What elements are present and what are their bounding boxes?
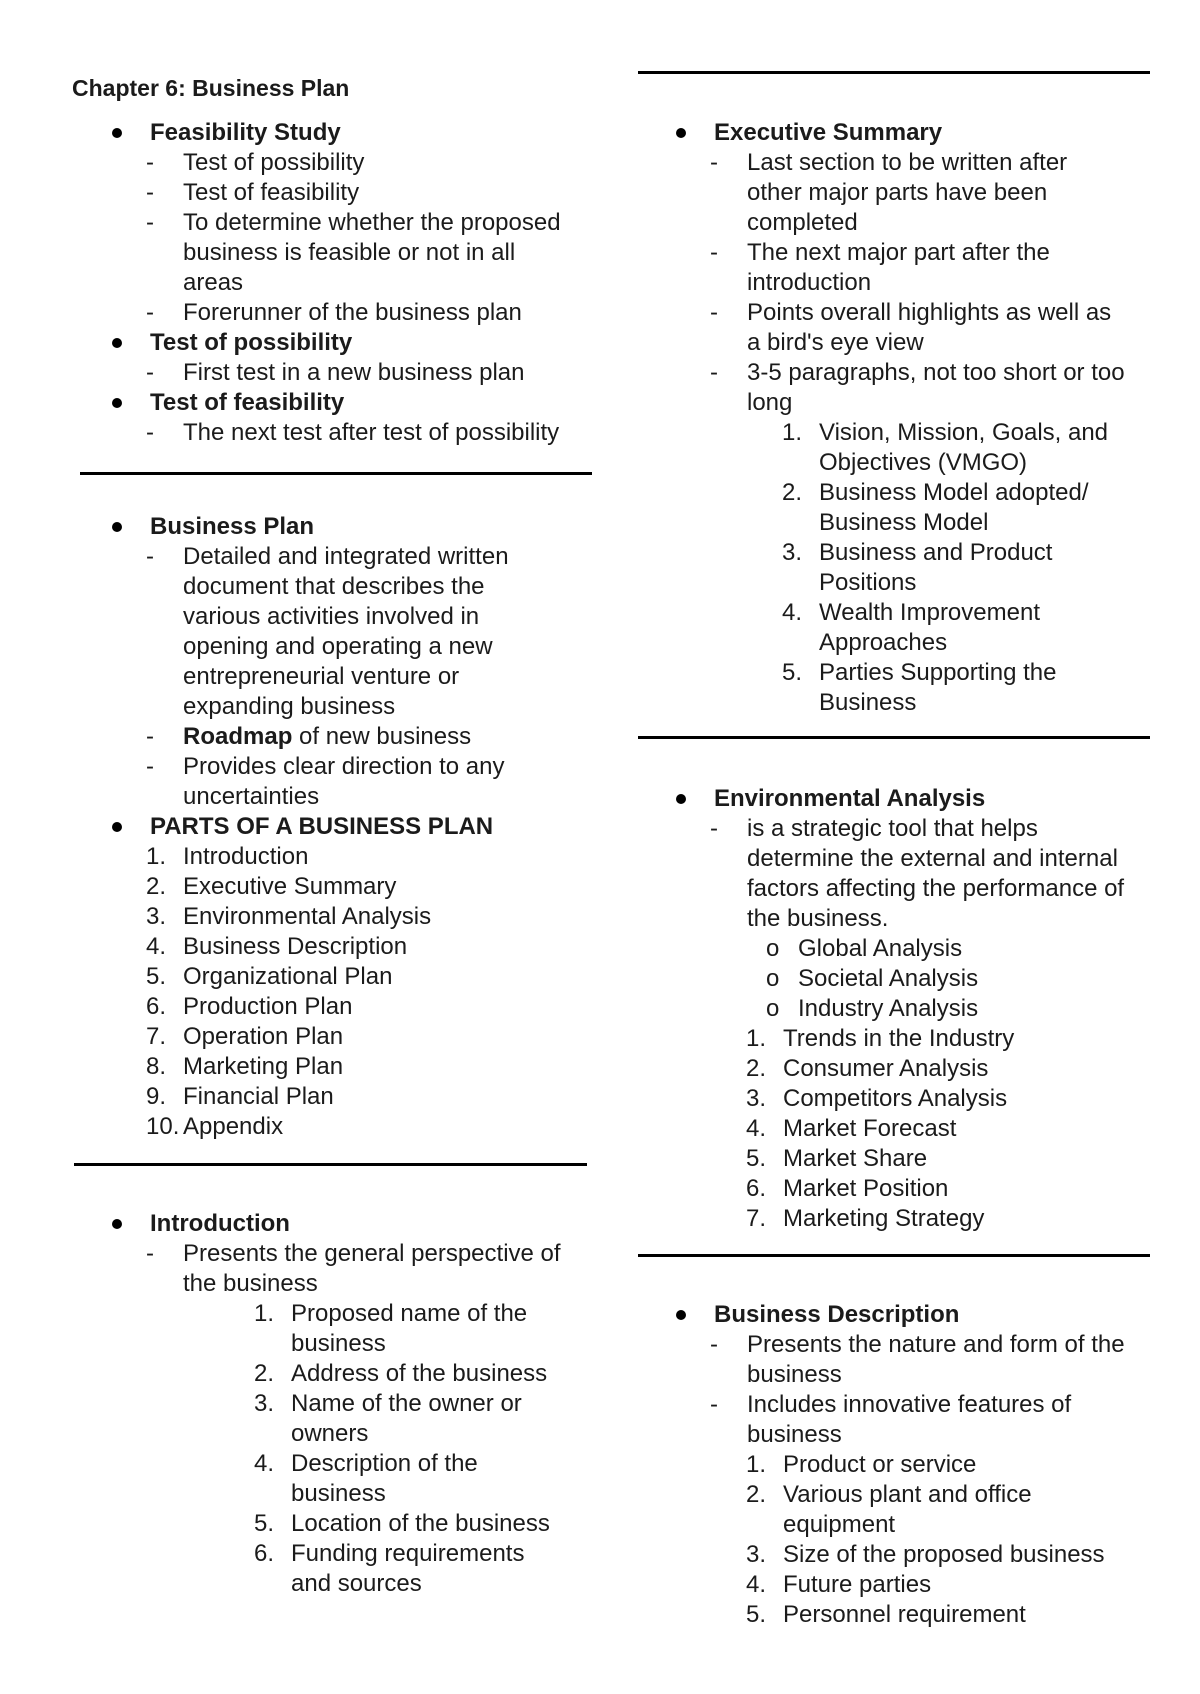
dash-icon: - xyxy=(146,543,154,570)
section-divider xyxy=(638,71,1150,74)
dash-icon: - xyxy=(146,359,154,386)
dash-icon: - xyxy=(710,1391,718,1418)
circle-bullet-icon: o xyxy=(766,995,780,1022)
circle-bullet-icon: o xyxy=(766,935,780,962)
section-divider xyxy=(638,1254,1150,1257)
dash-icon: - xyxy=(146,209,154,236)
dash-icon: - xyxy=(146,299,154,326)
bullet-icon xyxy=(676,1310,686,1320)
roadmap-bold: Roadmap xyxy=(183,723,293,750)
chapter-title: Chapter 6: Business Plan xyxy=(72,75,350,101)
dash-icon: - xyxy=(710,815,718,842)
section-divider xyxy=(638,736,1150,739)
dash-icon: - xyxy=(146,419,154,446)
circle-bullet-icon: o xyxy=(766,965,780,992)
section-divider xyxy=(74,1163,587,1166)
bullet-icon xyxy=(112,338,122,348)
dash-icon: - xyxy=(146,179,154,206)
dash-icon: - xyxy=(710,359,718,386)
bullet-icon xyxy=(112,522,122,532)
bullet-icon xyxy=(676,128,686,138)
section-divider xyxy=(80,472,592,475)
bullet-heading: Feasibility Study xyxy=(150,119,341,146)
dash-icon: - xyxy=(710,1331,718,1358)
bullet-icon xyxy=(112,822,122,832)
dash-icon: - xyxy=(710,239,718,266)
dash-icon: - xyxy=(146,723,154,750)
bullet-icon xyxy=(112,398,122,408)
dash-icon: - xyxy=(146,149,154,176)
bullet-icon xyxy=(676,794,686,804)
dash-icon: - xyxy=(710,149,718,176)
dash-icon: - xyxy=(146,753,154,780)
dash-icon: - xyxy=(710,299,718,326)
bullet-icon xyxy=(112,128,122,138)
bullet-icon xyxy=(112,1219,122,1229)
dash-icon: - xyxy=(146,1240,154,1267)
